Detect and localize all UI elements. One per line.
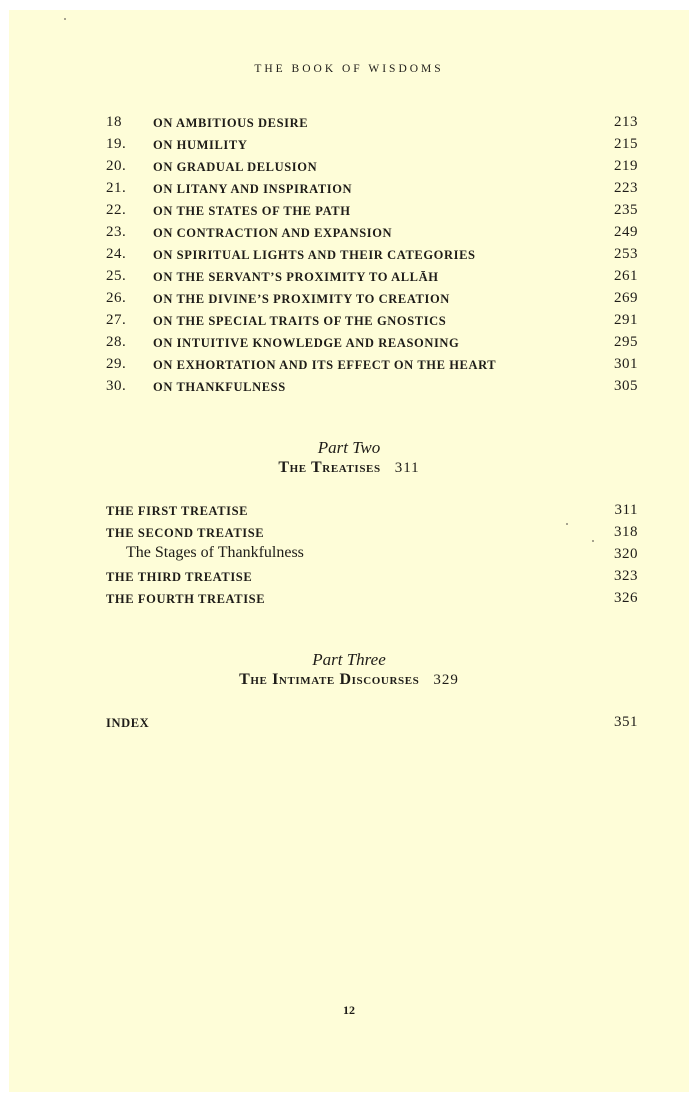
treatise-title: THE SECOND TREATISE — [106, 526, 265, 540]
page-number: 291 — [614, 312, 638, 328]
chapter-title: ON THE SPECIAL TRAITS OF THE GNOSTICS — [153, 314, 447, 328]
chapter-title: ON LITANY AND INSPIRATION — [153, 182, 353, 196]
part-three-title: The Intimate Discourses — [239, 671, 420, 688]
chapter-title: ON INTUITIVE KNOWLEDGE AND REASONING — [153, 336, 460, 350]
chapter-title: ON GRADUAL DELUSION — [153, 160, 318, 174]
page-number: 269 — [614, 290, 638, 306]
scan-speck — [64, 18, 66, 20]
chapter-title: ON THANKFULNESS — [153, 380, 286, 394]
toc-entry-chapter-25[interactable] — [106, 268, 638, 290]
part-two-page: 311 — [394, 460, 420, 476]
page-number: 318 — [614, 524, 638, 540]
part-three-label: Part Three — [312, 650, 386, 669]
page-number: 320 — [614, 546, 638, 562]
chapter-title: ON CONTRACTION AND EXPANSION — [153, 226, 393, 240]
chapter-number: 20. — [106, 158, 127, 174]
chapter-number: 21. — [106, 180, 127, 196]
chapter-number: 26. — [106, 290, 127, 306]
page-number: 305 — [614, 378, 638, 394]
treatise-title: THE THIRD TREATISE — [106, 570, 253, 584]
toc-entry-first-treatise[interactable] — [106, 502, 638, 524]
page-number: 295 — [614, 334, 638, 350]
toc-entry-chapter-30[interactable] — [106, 378, 638, 400]
part-two-title: The Treatises — [278, 459, 381, 476]
chapter-number: 30. — [106, 378, 127, 394]
page-number: 213 — [614, 114, 638, 130]
page-number: 311 — [614, 502, 638, 518]
treatise-title: THE FIRST TREATISE — [106, 504, 249, 518]
chapter-title: ON EXHORTATION AND ITS EFFECT ON THE HEART — [153, 358, 497, 372]
chapter-title: ON SPIRITUAL LIGHTS AND THEIR CATEGORIES — [153, 248, 476, 262]
toc-entry-chapter-22[interactable] — [106, 202, 638, 224]
chapter-title: ON THE STATES OF THE PATH — [153, 204, 351, 218]
toc-entry-index[interactable] — [106, 714, 638, 736]
chapter-number: 27. — [106, 312, 127, 328]
chapter-title: ON AMBITIOUS DESIRE — [153, 116, 309, 130]
toc-entry-third-treatise[interactable] — [106, 568, 638, 590]
chapter-number: 24. — [106, 246, 127, 262]
chapter-title: ON THE SERVANT’S PROXIMITY TO ALLĀH — [153, 270, 439, 284]
toc-entry-chapter-29[interactable] — [106, 356, 638, 378]
chapter-number: 25. — [106, 268, 127, 284]
page-number: 351 — [614, 714, 638, 730]
page-number: 323 — [614, 568, 638, 584]
toc-entry-chapter-28[interactable] — [106, 334, 638, 356]
book-page — [9, 10, 689, 1092]
running-head: THE BOOK OF WISDOMS — [254, 63, 444, 75]
index-title: INDEX — [106, 716, 150, 730]
page-number: 235 — [614, 202, 638, 218]
toc-entry-chapter-21[interactable] — [106, 180, 638, 202]
page-number: 301 — [614, 356, 638, 372]
toc-entry-chapter-26[interactable] — [106, 290, 638, 312]
toc-entry-second-treatise[interactable] — [106, 524, 638, 546]
subsection-title: The Stages of Thankfulness — [126, 544, 304, 561]
treatise-title: THE FOURTH TREATISE — [106, 592, 266, 606]
page-number: 326 — [614, 590, 638, 606]
toc-entry-chapter-20[interactable] — [106, 158, 638, 180]
toc-entry-chapter-27[interactable] — [106, 312, 638, 334]
chapter-number: 22. — [106, 202, 127, 218]
part-three-page: 329 — [433, 672, 459, 688]
scan-speck — [566, 523, 568, 525]
scan-speck — [592, 540, 594, 542]
page-folio: 12 — [343, 1003, 355, 1017]
part-two-heading[interactable] — [9, 459, 689, 477]
page-number: 253 — [614, 246, 638, 262]
part-three-heading[interactable] — [9, 671, 689, 689]
page-number: 223 — [614, 180, 638, 196]
chapter-title: ON HUMILITY — [153, 138, 248, 152]
chapter-number: 28. — [106, 334, 127, 350]
chapter-title: ON THE DIVINE’S PROXIMITY TO CREATION — [153, 292, 450, 306]
toc-entry-fourth-treatise[interactable] — [106, 590, 638, 612]
toc-entry-chapter-19[interactable] — [106, 136, 638, 158]
page-number: 261 — [614, 268, 638, 284]
chapter-number: 19. — [106, 136, 127, 152]
toc-entry-stages-of-thankfulness[interactable] — [106, 546, 638, 568]
toc-entry-chapter-23[interactable] — [106, 224, 638, 246]
toc-entry-chapter-24[interactable] — [106, 246, 638, 268]
page-number: 215 — [614, 136, 638, 152]
chapter-number: 18 — [106, 114, 122, 130]
toc-entry-chapter-18[interactable] — [106, 114, 638, 136]
page-number: 249 — [614, 224, 638, 240]
part-two-label: Part Two — [317, 438, 381, 457]
chapter-number: 23. — [106, 224, 127, 240]
chapter-number: 29. — [106, 356, 127, 372]
page-number: 219 — [614, 158, 638, 174]
